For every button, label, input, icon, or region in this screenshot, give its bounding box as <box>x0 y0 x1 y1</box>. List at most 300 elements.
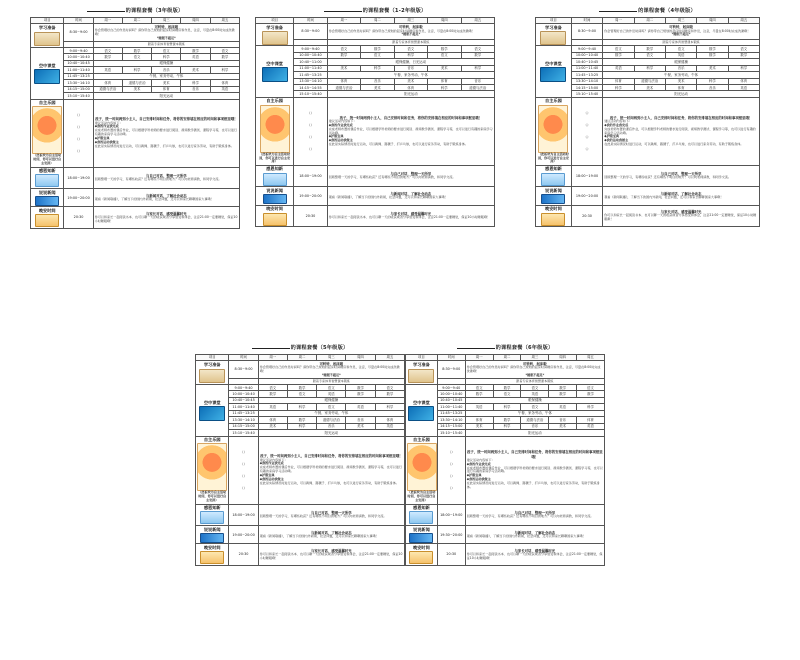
class-time: 10:00~10:40 <box>437 391 465 397</box>
time-slot: （） <box>240 485 247 490</box>
class-cell: 体育 <box>728 78 759 84</box>
class-cell: 道德与法治 <box>122 80 151 86</box>
title-text: 的课程套餐 <box>638 8 666 14</box>
class-cell: 午餐、家务劳动、午休 <box>93 73 239 79</box>
section-news <box>196 525 229 543</box>
class-cell: 音乐 <box>317 423 346 429</box>
class-cell: 午餐、家务劳动、午休 <box>603 72 760 78</box>
class-cell: 音乐 <box>346 417 375 423</box>
class-cell: 科学 <box>461 65 495 71</box>
free-item: ◆我的作业我完成 <box>328 122 353 127</box>
free-intro: 孩子，统一时间两到小主人，自己安排时间和任务，将你的安排填在相应的时间和事项框里哦！ <box>609 115 753 120</box>
section-free <box>256 97 294 165</box>
class-cell: 科学 <box>634 65 665 71</box>
free-suggest: 建议活动内容如下： <box>604 119 633 123</box>
schedule-table <box>255 17 495 228</box>
class-cell: 数学 <box>493 417 521 423</box>
news-time: 19:00~20:00 <box>571 187 602 205</box>
night-heading: 与家长对话，感受温馨时光 <box>390 211 432 216</box>
night-illustration <box>35 214 59 227</box>
thanks-content <box>603 165 760 186</box>
free-text: 在此是实际情况时进行运动，可以跳绳、踢毽子、打乒乓球，也可以进行家务劳动，有助于锻炼身体。 <box>604 142 744 147</box>
free-item: ◆我的运动我做主 <box>259 476 284 481</box>
class-time: 11:45~13:25 <box>437 410 465 416</box>
prep-note-2: 跟着专家体育智慧课本锻炼 <box>603 39 760 46</box>
header-cell: 周二 <box>634 17 665 23</box>
free-content <box>258 436 404 504</box>
free-illustration <box>538 105 568 153</box>
header-cell: 周一 <box>258 354 287 360</box>
class-cell: 音乐 <box>181 86 210 92</box>
night-text: 你可以和家长一起阅读书本、也可以聊一天的收获或者分享感受和体会，注意21:00一定要睡觉，保证10小时睡眠哦！ <box>466 551 603 560</box>
time-slot: （） <box>307 135 314 140</box>
news-illustration <box>200 533 224 543</box>
class-cell: 眼保健操 <box>258 397 404 403</box>
section-label: 空中课堂 <box>545 61 562 66</box>
time-slot: （） <box>583 123 591 128</box>
section-label: 自主乐园 <box>266 98 283 104</box>
class-cell: 科学 <box>287 404 316 410</box>
section-label: 空中课堂 <box>266 61 283 66</box>
free-text: 在此是实际情况时进行运动，可以跳绳、踢毽子、打乒乓球，也可以进行家务劳动，有助于锻炼身体。 <box>259 480 399 485</box>
class-cell: 美术 <box>549 423 577 429</box>
class-cell: 语文 <box>603 46 634 52</box>
time-slot: （） <box>240 449 247 454</box>
class-time: 11:00~11:40 <box>571 65 602 71</box>
night-content <box>93 207 239 228</box>
class-cell: 语文 <box>577 385 605 391</box>
news-row <box>536 187 760 205</box>
thanks-illustration <box>200 511 224 524</box>
free-content <box>327 97 494 165</box>
class-cell: 数学 <box>603 52 634 58</box>
class-time: 15:10~15:40 <box>437 430 465 436</box>
header-cell: 时间 <box>229 354 258 360</box>
class-cell: 英语 <box>93 67 122 73</box>
time-slot: （） <box>307 123 314 128</box>
night-time: 20:30 <box>294 205 327 226</box>
class-time: 13:30~14:10 <box>294 78 327 84</box>
section-label: 感恩知新 <box>413 505 430 511</box>
news-time: 19:00~20:00 <box>294 187 327 205</box>
section-prep <box>256 23 294 45</box>
section-label: 学习准备 <box>38 25 56 31</box>
sheet-title <box>255 8 495 15</box>
class-time: 15:10~15:40 <box>571 91 602 97</box>
header-cell: 周五 <box>728 17 759 23</box>
prep-row <box>406 360 605 378</box>
class-time: 9:00~9:40 <box>294 46 327 52</box>
free-intro: 孩子，统一时间两到小主人，自己安排时间和任务，将你的安排填在相应的时间和事项框里哦！ <box>95 117 238 122</box>
section-news <box>256 187 294 205</box>
prep-note-2: 跟着专家体育智慧课本锻炼 <box>327 39 494 46</box>
class-time: 11:45~13:25 <box>64 73 93 79</box>
free-time <box>229 436 258 504</box>
thanks-illustration <box>263 173 287 186</box>
header-cell: 周四 <box>428 17 461 23</box>
class-time: 10:40~10:45 <box>64 60 93 66</box>
section-thanks <box>196 504 229 525</box>
header-cell: 周五 <box>210 17 239 23</box>
night-content <box>603 205 760 226</box>
class-cell: 眼保健操、日光运动 <box>327 59 494 65</box>
class-cell: 英语 <box>258 404 287 410</box>
prep-text: 你会管理好自己的作息时间吗？请你带自己规划的起床时间睡床和作息，注意，尽量在8:00时完成洗漱哦！ <box>94 27 235 36</box>
class-cell: 阳光运动 <box>465 430 604 436</box>
header-cell: 周五 <box>461 17 495 23</box>
section-night <box>256 205 294 226</box>
header-cell: 周五 <box>577 354 605 360</box>
header-cell: 项目 <box>31 17 64 23</box>
class-cell: 语文 <box>634 52 665 58</box>
header-cell: 周一 <box>603 17 634 23</box>
class-cell: 阳光运动 <box>258 430 404 436</box>
header-cell: 项目 <box>536 17 572 23</box>
section-news <box>31 188 64 206</box>
night-row <box>256 205 495 226</box>
class-time: 10:00~10:40 <box>294 52 327 58</box>
section-label: 学习准备 <box>203 362 221 368</box>
schedule-sheet <box>255 8 495 227</box>
free-item: ◆护眼宝典 <box>328 134 344 139</box>
section-label: 学习准备 <box>413 362 430 368</box>
class-cell: 音乐 <box>697 85 728 91</box>
class-cell: 语文 <box>394 46 427 52</box>
grade-label: （3年级版） <box>152 8 184 14</box>
class-cell: 英语 <box>465 404 493 410</box>
class-cell: 语文 <box>465 385 493 391</box>
time-slot: （） <box>307 147 314 152</box>
section-label: 空中课堂 <box>203 399 221 405</box>
news-text: 观看《新闻联播》，了解当下的国内外新闻，社会问题，还可以和家长聊聊国家大事哦！ <box>328 195 448 200</box>
thanks-illustration <box>35 174 59 187</box>
class-cell: 美术 <box>665 78 696 84</box>
prep-row <box>536 23 760 39</box>
thanks-heading: 与自己对话，整理一天所学 <box>514 510 556 515</box>
class-cell: 美术 <box>428 65 461 71</box>
section-label: 感恩知新 <box>266 166 283 172</box>
prep-heading: 可转转，起床啦 <box>669 25 693 30</box>
header-cell: 时间 <box>571 17 602 23</box>
free-illustration <box>197 443 227 491</box>
class-cell: 美术 <box>327 65 360 71</box>
class-time: 10:00~10:40 <box>64 54 93 60</box>
free-illustration <box>32 106 62 154</box>
thanks-text: 回顾整理一天的学习，有哪些收获？还有哪些不明白的地方？可以向老师请教，和同学交流。 <box>466 513 594 518</box>
section-label: 晚安时间 <box>413 544 430 550</box>
thanks-row <box>536 165 760 186</box>
class-time: 11:00~11:40 <box>437 404 465 410</box>
grade-label: （1-2年级版） <box>389 8 427 14</box>
news-text: 观看《新闻联播》，了解当下的国内外新闻，社会问题，还可以和家长聊聊国家大事哦！ <box>466 533 586 538</box>
class-cell: 道德与法治 <box>327 85 360 91</box>
class-cell: 语文 <box>521 404 549 410</box>
time-slot: （） <box>75 148 82 153</box>
news-heading: 与新闻对话，了解社会动态 <box>146 193 187 198</box>
schedule-table <box>535 17 760 228</box>
class-cell: 语文 <box>210 48 239 54</box>
section-label: 感恩知新 <box>38 168 56 174</box>
class-cell: 阳光运动 <box>93 93 239 99</box>
class-cell: 英语 <box>603 65 634 71</box>
time-slot: （） <box>75 112 82 117</box>
section-thanks <box>31 167 64 188</box>
free-text: 完成老师布置的课后作业，可以根据学科老师的要求进行阅读、视频教学测试、课程学习等，也可以进行有趣的家庭学习活动哦。 <box>94 128 237 137</box>
blank-cell <box>294 39 327 46</box>
class-cell: 语文 <box>728 46 759 52</box>
night-content <box>465 544 604 565</box>
prep-illustration <box>408 369 434 383</box>
class-time: 13:30~14:10 <box>437 417 465 423</box>
section-label: 空中课堂 <box>38 62 56 68</box>
time-slot: （） <box>447 449 455 454</box>
prep-illustration <box>199 369 225 383</box>
name-blank <box>252 348 290 349</box>
news-time: 19:30~20:00 <box>437 525 465 543</box>
news-heading: 与新闻对话，了解社会动态 <box>390 191 432 196</box>
night-heading: 与家长对话，感受温馨时光 <box>514 548 556 553</box>
thanks-heading: 与自己对话，整理一天所学 <box>146 173 187 178</box>
class-cell: 体育 <box>93 80 122 86</box>
header-cell: 周三 <box>317 354 346 360</box>
prep-note: *睡眠不超足* <box>321 372 341 377</box>
section-prep <box>536 23 572 45</box>
section-classroom <box>196 385 229 437</box>
news-content <box>603 187 760 205</box>
time-slot: （） <box>583 111 591 116</box>
section-thanks <box>406 504 438 525</box>
header-cell: 周四 <box>697 17 728 23</box>
prep-illustration <box>540 31 566 45</box>
class-time: 14:15~15:00 <box>571 85 602 91</box>
section-label: 自主乐园 <box>38 100 56 106</box>
section-classroom <box>31 48 64 100</box>
news-row <box>31 188 240 206</box>
class-cell: 科学 <box>375 404 404 410</box>
schedule-table <box>405 354 605 566</box>
classroom-illustration <box>540 67 566 82</box>
schedule-table <box>195 354 405 566</box>
prep-time: 8:30~9:00 <box>294 23 327 39</box>
news-time: 19:00~20:00 <box>229 525 258 543</box>
news-content <box>93 188 239 206</box>
thanks-heading: 与自己对话，整理一天所学 <box>390 172 432 177</box>
prep-time: 8:30~9:00 <box>229 360 258 378</box>
class-cell: 体育 <box>603 78 634 84</box>
prep-content <box>258 360 404 378</box>
section-label: 自主乐园 <box>413 437 430 443</box>
prep-row <box>31 23 240 41</box>
class-cell: 体育 <box>327 78 360 84</box>
free-row <box>256 97 495 165</box>
news-text: 观看《新闻联播》，了解当下的国内外新闻，社会问题，还可以和家长聊聊国家大事哦！ <box>604 195 724 200</box>
class-cell: 美术 <box>258 423 287 429</box>
class-cell: 语文 <box>327 46 360 52</box>
class-cell: 阳光运动 <box>603 91 760 97</box>
class-time: 14:15~15:00 <box>229 423 258 429</box>
section-classroom <box>256 46 294 98</box>
class-cell: 眼保健操 <box>465 397 604 403</box>
prep-note-2: 跟着专家体育智慧课本锻炼 <box>93 41 239 47</box>
class-cell: 语文 <box>258 385 287 391</box>
class-cell: 英语 <box>549 404 577 410</box>
class-cell: 科学 <box>394 52 427 58</box>
class-cell: 午餐、家务劳动、午休 <box>258 410 404 416</box>
class-cell: 科学 <box>728 65 759 71</box>
class-cell: 语文 <box>521 385 549 391</box>
class-cell: 英语 <box>577 423 605 429</box>
section-free <box>196 436 229 504</box>
class-cell: 数学 <box>122 48 151 54</box>
prep-note: *睡眠不超足* <box>525 372 545 377</box>
prep-illustration <box>262 31 288 45</box>
thanks-text: 回顾整理一天的学习，有哪些收获？还有哪些不明白的地方？可以向老师请教，和同学交流。 <box>94 176 222 181</box>
prep-heading: 可转转，起床啦 <box>154 24 179 29</box>
free-text: 完成老师布置的课后作业，可以根据学科老师的要求进行阅读、视频教学测试、课程学习等，也可以进行有趣的家庭学习活动哦。 <box>604 126 756 135</box>
free-side-note: （此板块为自主活动时间，你可以进行自主安排） <box>259 151 291 164</box>
class-time: 13:30~14:10 <box>571 78 602 84</box>
section-thanks <box>536 165 572 186</box>
class-cell: 语文 <box>665 46 696 52</box>
free-side-note: （此板块为自主活动时间，你可以进行自主安排） <box>198 490 227 503</box>
class-cell: 数学 <box>634 46 665 52</box>
news-illustration <box>35 196 59 206</box>
night-row <box>196 544 405 565</box>
class-cell: 美术 <box>465 423 493 429</box>
class-cell: 道德与法治 <box>93 86 122 92</box>
section-label: 说说新闻 <box>38 189 56 195</box>
class-cell: 数学 <box>428 46 461 52</box>
header-cell: 周一 <box>93 17 122 23</box>
schedule-table <box>30 17 240 229</box>
class-cell: 科学 <box>493 404 521 410</box>
section-free <box>536 97 572 165</box>
class-cell: 数学 <box>728 52 759 58</box>
class-time: 13:30~14:10 <box>64 80 93 86</box>
prep-note: *睡眠不超足* <box>671 32 691 37</box>
time-slot: （） <box>583 135 591 140</box>
class-cell: 数学 <box>327 52 360 58</box>
class-cell: 数学 <box>181 48 210 54</box>
time-slot: （） <box>307 111 314 116</box>
class-cell: 音乐 <box>461 78 495 84</box>
section-free <box>406 436 438 504</box>
class-time: 10:40~11:00 <box>294 59 327 65</box>
class-time: 9:00~9:40 <box>437 385 465 391</box>
free-item: ◆护眼宝典 <box>604 134 619 139</box>
grade-label: （6年级版） <box>522 345 554 351</box>
schedule-sheet <box>195 345 405 566</box>
header-cell: 周三 <box>521 354 549 360</box>
class-cell: 音乐 <box>665 65 696 71</box>
class-cell: 语文 <box>428 52 461 58</box>
classroom-illustration <box>199 406 225 421</box>
class-cell: 眼保健操 <box>603 59 760 65</box>
free-item: ◆我的运动我做主 <box>328 138 353 143</box>
class-cell: 科学 <box>428 85 461 91</box>
section-label: 晚安时间 <box>545 206 562 212</box>
night-row <box>536 205 760 226</box>
section-night <box>406 544 438 565</box>
free-suggest: 建议活动内容如下： <box>259 457 288 462</box>
news-illustration <box>409 533 433 543</box>
class-cell: 数学 <box>93 54 122 60</box>
class-cell: 科学 <box>181 80 210 86</box>
class-time: 15:10~15:40 <box>294 91 327 97</box>
title-text: 的课程套餐 <box>125 8 153 14</box>
free-item: ◆我的作业我完成 <box>466 461 491 466</box>
prep-content <box>465 360 604 378</box>
class-cell: 道德与法治 <box>521 417 549 423</box>
class-cell: 科学 <box>210 67 239 73</box>
class-cell: 音乐 <box>152 67 181 73</box>
section-label: 说说新闻 <box>203 526 221 532</box>
news-content <box>465 525 604 543</box>
header-cell: 时间 <box>64 17 93 23</box>
prep-text: 你会管理好自己的作息时间吗？请你带自己规划的起床时间睡床和作息，注意，尽量在8:00时完成洗漱哦！ <box>466 364 601 373</box>
free-text: 完成老师布置的课后作业，可以根据学科老师的要求进行阅读、视频教学测试、课程学习等，也可以进行有趣的家庭学习活动哦。 <box>328 126 493 135</box>
time-slot: （） <box>447 485 455 490</box>
grade-label: （4年级版） <box>665 8 696 14</box>
name-blank <box>457 348 495 349</box>
night-text: 你可以和家长一起阅读书本、也可以聊一天的收获或者分享感受和体会，注意21:00一定要睡觉，保证10小时睡眠哦！ <box>328 215 491 220</box>
schedule-sheet <box>30 8 240 229</box>
class-cell: 语文 <box>152 48 181 54</box>
thanks-content <box>93 167 239 188</box>
prep-note-2: 跟着专家体育智慧课本锻炼 <box>465 378 604 384</box>
class-cell: 数学 <box>287 417 316 423</box>
news-row <box>406 525 605 543</box>
free-row <box>406 436 605 504</box>
class-cell: 体育 <box>210 80 239 86</box>
prep-note: *睡眠不超足* <box>156 35 176 40</box>
free-item: ◆护眼宝典 <box>259 473 275 478</box>
free-text: 在此是实际情况时进行运动，可以跳绳、踢毽子、打乒乓球，也可以进行家务劳动，有助于锻炼身体。 <box>94 143 234 148</box>
class-time: 14:15~14:55 <box>294 85 327 91</box>
free-item: ◆我的作业我完成 <box>94 124 119 129</box>
header-cell: 项目 <box>256 17 294 23</box>
class-time: 9:00~9:40 <box>571 46 602 52</box>
section-label: 说说新闻 <box>413 526 430 532</box>
class-time: 14:15~15:00 <box>64 86 93 92</box>
class-cell: 体育 <box>394 85 427 91</box>
free-time <box>64 99 93 167</box>
thanks-text: 回顾整理一天的学习，有哪些收获？还有哪些不明白的地方？可以向老师请教，和同学交流。 <box>604 175 732 180</box>
free-content <box>465 436 604 504</box>
class-time: 11:45~13:25 <box>294 72 327 78</box>
title-text: 的课程套餐 <box>495 345 523 351</box>
blank-cell <box>571 39 602 46</box>
free-side-note: （此板块为自主活动时间，你可以进行自主安排） <box>33 153 62 166</box>
class-time: 15:10~15:40 <box>229 430 258 436</box>
title-text: 的课程套餐 <box>290 345 318 351</box>
header-cell: 周三 <box>394 17 427 23</box>
free-item: ◆护眼宝典 <box>466 473 482 478</box>
thanks-text: 回顾整理一天的学习，有哪些收获？还有哪些不明白的地方？可以向老师请教，和同学交流。 <box>259 513 387 518</box>
prep-note-2: 跟着专家体育智慧课本锻炼 <box>258 378 404 384</box>
free-illustration <box>260 105 290 153</box>
class-cell: 语文 <box>317 385 346 391</box>
section-thanks <box>256 165 294 186</box>
thanks-time: 18:00~19:00 <box>571 165 602 186</box>
night-row <box>31 207 240 228</box>
class-time: 11:45~13:25 <box>229 410 258 416</box>
free-time <box>294 97 327 165</box>
class-cell: 美术 <box>394 78 427 84</box>
classroom-illustration <box>34 69 60 84</box>
class-cell: 语文 <box>461 46 495 52</box>
header-cell: 周四 <box>549 354 577 360</box>
